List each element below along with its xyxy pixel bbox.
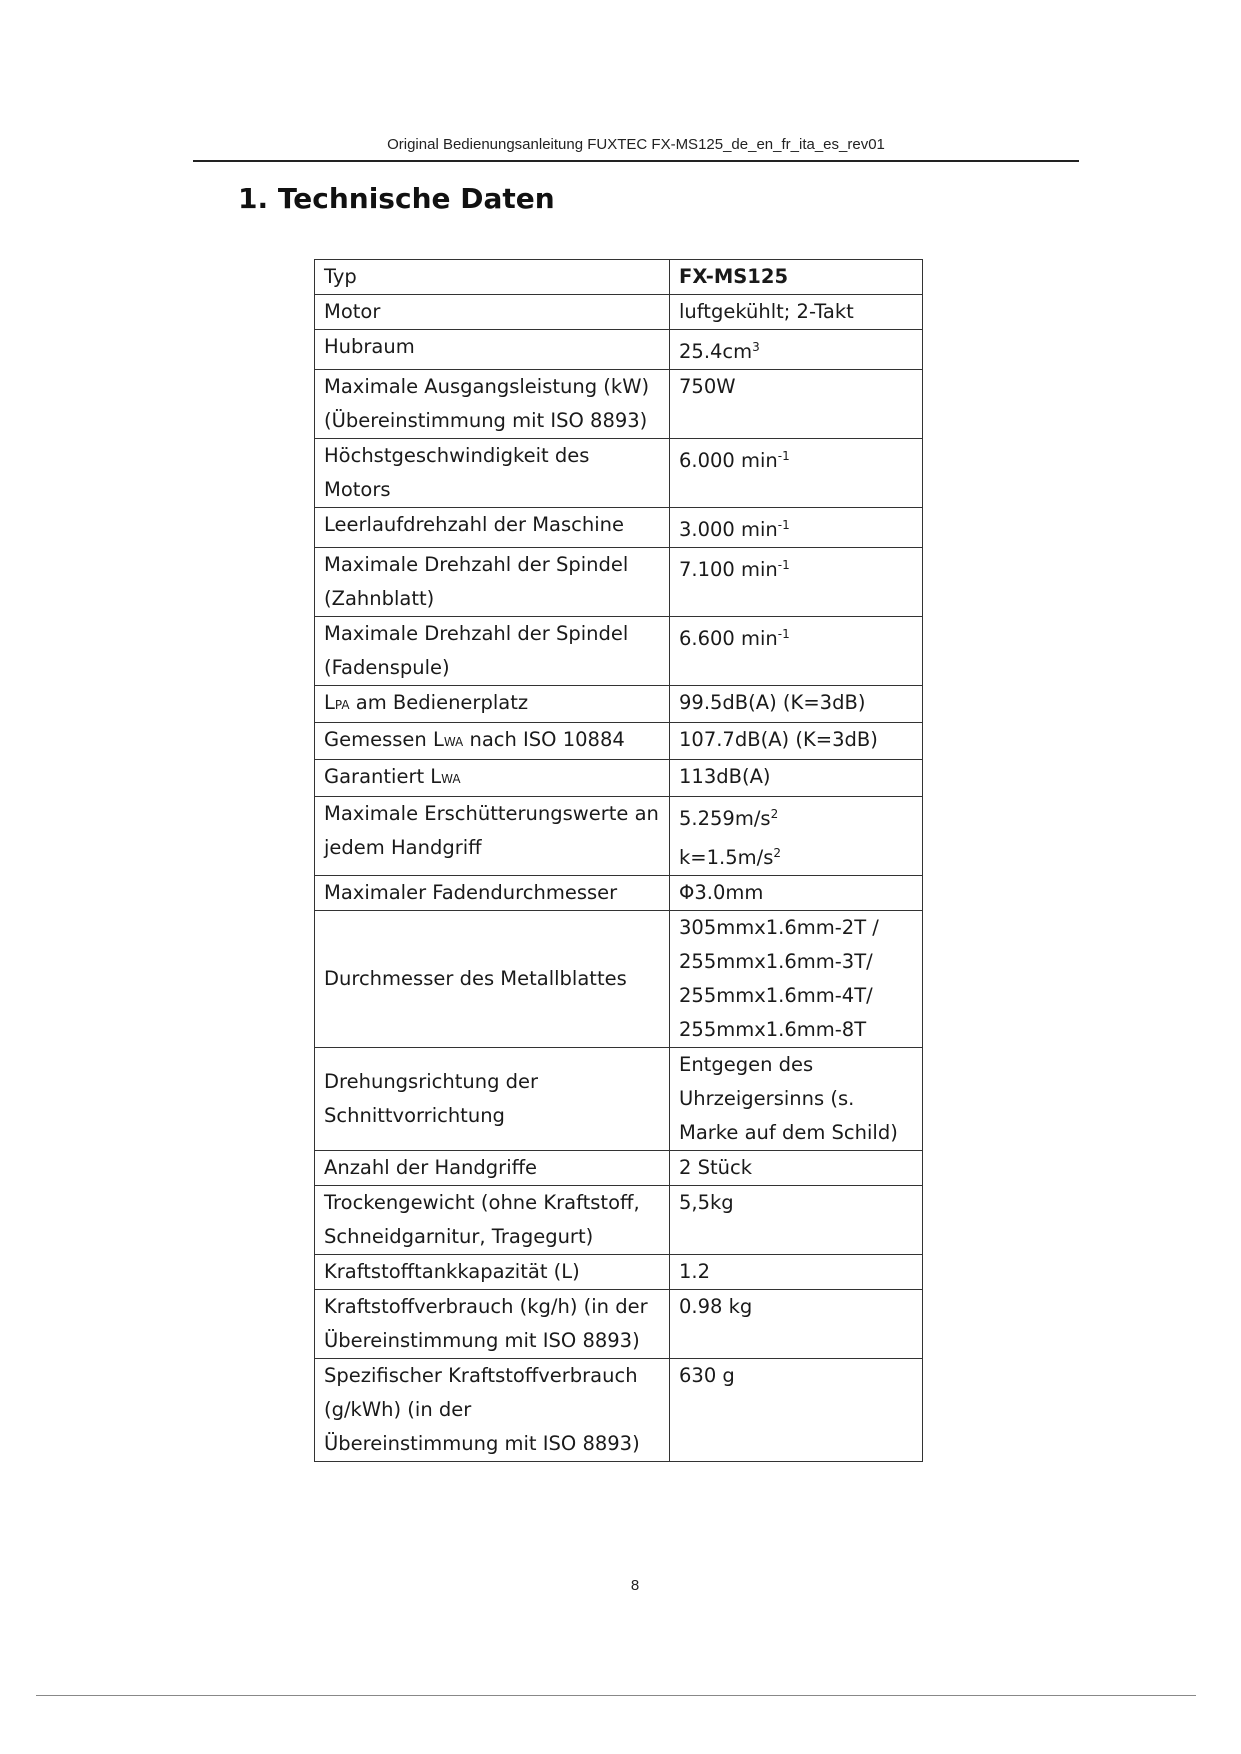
row-value: luftgekühlt; 2-Takt — [670, 295, 923, 330]
value-superscript: 2 — [773, 846, 782, 860]
row-value: FX-MS125 — [670, 260, 923, 295]
page-number: 8 — [630, 1577, 640, 1594]
value-superscript: -1 — [777, 518, 790, 532]
value-superscript: 3 — [752, 340, 760, 354]
table-row — [315, 295, 923, 330]
value-superscript: -1 — [777, 558, 790, 572]
row-value — [670, 548, 923, 617]
bottom-divider — [36, 1695, 1196, 1696]
row-value — [670, 508, 923, 548]
header-divider — [193, 160, 1079, 162]
table-row — [315, 548, 923, 617]
label-subscript: WA — [441, 772, 461, 786]
document-header: Original Bedienungsanleitung FUXTEC FX-MS125_de_en_fr_ita_es_rev01 — [387, 136, 885, 153]
table-row — [315, 1186, 923, 1255]
row-label: Durchmesser des Metallblattes — [315, 911, 670, 1048]
table-row — [315, 617, 923, 686]
label-subscript: WA — [443, 735, 464, 749]
row-label: Maximale Drehzahl der Spindel (Fadenspule) — [315, 617, 670, 686]
label-text: Gemessen L — [324, 728, 444, 751]
value-text: 7.100 min — [679, 558, 778, 581]
row-value: 2 Stück — [670, 1151, 923, 1186]
table-row — [315, 370, 923, 439]
value-text: 25.4cm — [679, 340, 753, 363]
value-superscript: 2 — [770, 807, 779, 821]
table-row — [315, 260, 923, 295]
table-row — [315, 439, 923, 508]
row-value: 113dB(A) — [670, 760, 923, 797]
table-row — [315, 1255, 923, 1290]
row-value: 750W — [670, 370, 923, 439]
row-value — [670, 439, 923, 508]
row-label: Motor — [315, 295, 670, 330]
row-value: 107.7dB(A) (K=3dB) — [670, 723, 923, 760]
value-text: k=1.5m/s — [679, 846, 774, 869]
table-row — [315, 797, 923, 876]
row-label: Anzahl der Handgriffe — [315, 1151, 670, 1186]
table-row — [315, 1151, 923, 1186]
table-row — [315, 911, 923, 1048]
row-value: 305mmx1.6mm-2T / 255mmx1.6mm-3T/ 255mmx1.6mm-4T/ 255mmx1.6mm-8T — [670, 911, 923, 1048]
table-row — [315, 1290, 923, 1359]
row-label: Leerlaufdrehzahl der Maschine — [315, 508, 670, 548]
row-label: Maximale Ausgangsleistung (kW) (Übereinstimmung mit ISO 8893) — [315, 370, 670, 439]
row-label: Höchstgeschwindigkeit des Motors — [315, 439, 670, 508]
row-value: 1.2 — [670, 1255, 923, 1290]
label-subscript: PA — [334, 698, 350, 712]
page-title: 1. Technische Daten — [238, 182, 555, 215]
row-label: Hubraum — [315, 330, 670, 370]
label-text: am Bedienerplatz — [349, 691, 529, 714]
table-row — [315, 686, 923, 723]
table-row — [315, 876, 923, 911]
row-label: Drehungsrichtung der Schnittvorrichtung — [315, 1048, 670, 1151]
value-superscript: -1 — [777, 449, 790, 463]
row-value — [670, 330, 923, 370]
row-label — [315, 686, 670, 723]
value-text: 6.000 min — [679, 449, 778, 472]
row-value: Entgegen des Uhrzeigersinns (s. Marke auf dem Schild) — [670, 1048, 923, 1151]
row-value: 5,5kg — [670, 1186, 923, 1255]
row-label: Spezifischer Kraftstoffverbrauch (g/kWh) (in der Übereinstimmung mit ISO 8893) — [315, 1359, 670, 1462]
table-row — [315, 760, 923, 797]
row-label — [315, 723, 670, 760]
value-text: 3.000 min — [679, 518, 778, 541]
row-value — [670, 617, 923, 686]
row-label — [315, 760, 670, 797]
row-label: Maximaler Fadendurchmesser — [315, 876, 670, 911]
row-label: Kraftstofftankkapazität (L) — [315, 1255, 670, 1290]
row-value — [670, 797, 923, 876]
spec-table — [314, 259, 923, 1462]
row-label: Maximale Drehzahl der Spindel (Zahnblatt) — [315, 548, 670, 617]
table-row — [315, 508, 923, 548]
table-row — [315, 1048, 923, 1151]
row-value: Φ3.0mm — [670, 876, 923, 911]
row-value: 0.98 kg — [670, 1290, 923, 1359]
value-text: 5.259m/s — [679, 807, 771, 830]
value-superscript: -1 — [777, 627, 790, 641]
table-row — [315, 1359, 923, 1462]
label-text: Garantiert L — [324, 765, 442, 788]
row-label: Kraftstoffverbrauch (kg/h) (in der Übereinstimmung mit ISO 8893) — [315, 1290, 670, 1359]
row-label: Trockengewicht (ohne Kraftstoff, Schneidgarnitur, Tragegurt) — [315, 1186, 670, 1255]
label-text: L — [324, 691, 335, 714]
label-text: nach ISO 10884 — [463, 728, 625, 751]
row-label: Maximale Erschütterungswerte an jedem Handgriff — [315, 797, 670, 876]
table-row — [315, 723, 923, 760]
row-label: Typ — [315, 260, 670, 295]
row-value: 630 g — [670, 1359, 923, 1462]
table-row — [315, 330, 923, 370]
value-text: 6.600 min — [679, 627, 778, 650]
row-value: 99.5dB(A) (K=3dB) — [670, 686, 923, 723]
